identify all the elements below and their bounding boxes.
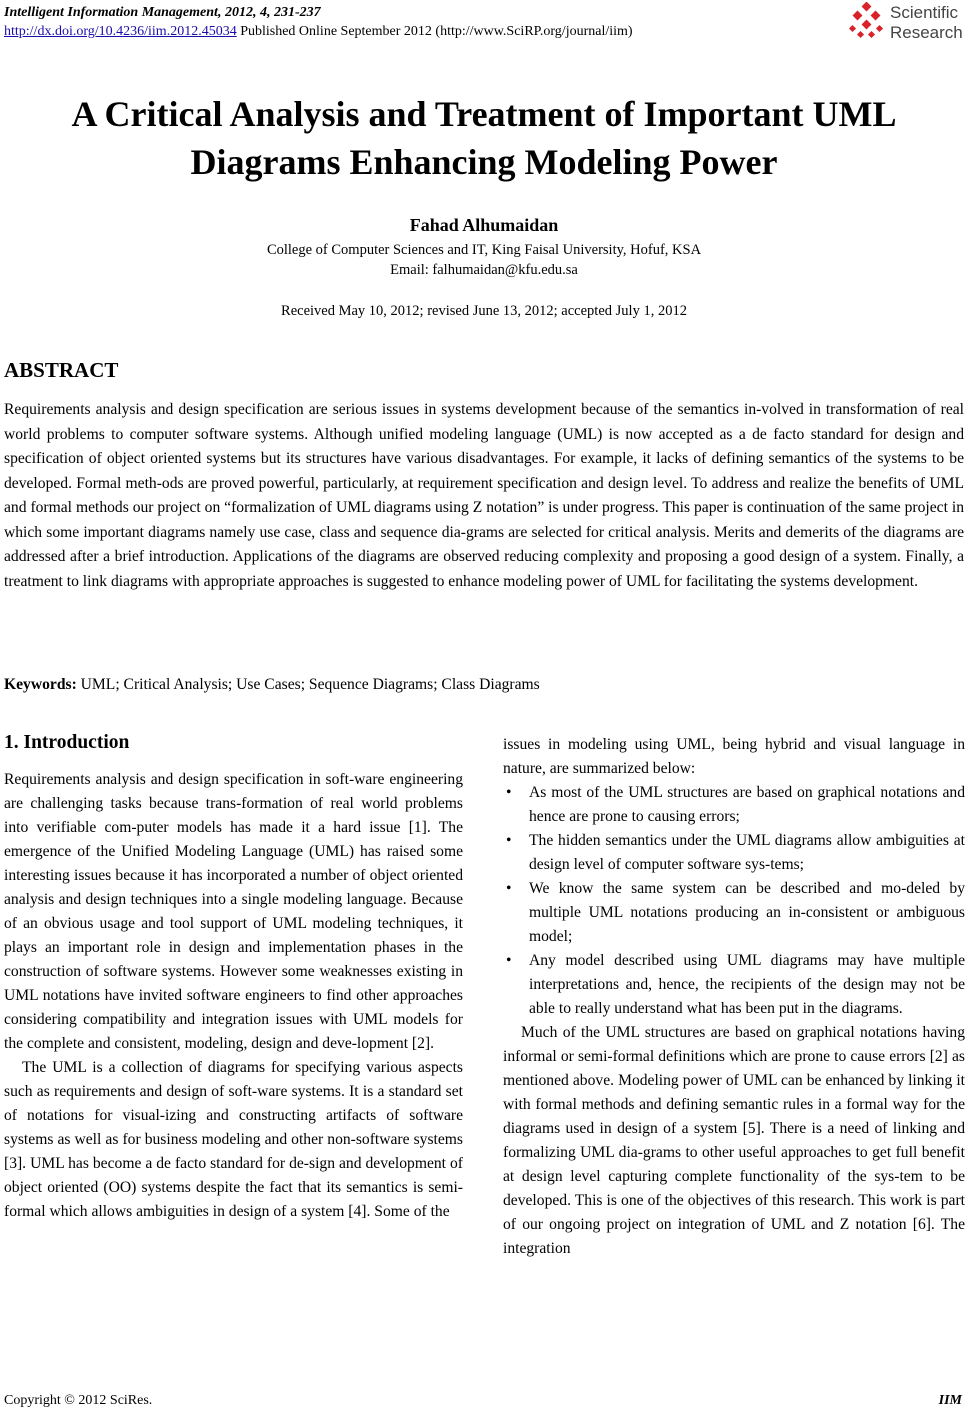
list-item: • As most of the UML structures are based on graphical notations and hence are prone to causing errors; <box>503 781 965 829</box>
author-name: Fahad Alhumaidan <box>409 215 559 235</box>
affiliation-block <box>0 240 968 280</box>
bullet-icon: • <box>506 784 512 801</box>
section-heading-introduction: 1. Introduction <box>4 732 130 753</box>
list-item: • The hidden semantics under the UML diagrams allow ambiguities at design level of computer software sys-tems; <box>503 829 965 877</box>
bullet-icon: • <box>506 880 512 897</box>
list-item: • We know the same system can be described and mo-deled by multiple UML notations producing an in-consistent or ambiguous model; <box>503 877 965 949</box>
bullet-icon: • <box>506 832 512 849</box>
logo-diamond-icon <box>846 2 888 44</box>
affiliation: College of Computer Sciences and IT, King Faisal University, Hofuf, KSA <box>266 242 702 258</box>
list-item: • Any model described using UML diagrams may have multiple interpretations and, hence, the recipients of the design may not be able to really understand what has been put in the diagrams. <box>503 949 965 1021</box>
received-dates: Received May 10, 2012; revised June 13, 2012; accepted July 1, 2012 <box>281 303 687 319</box>
journal-name: Intelligent Information Management <box>4 5 218 20</box>
bullet-icon: • <box>506 952 512 969</box>
abstract-heading: ABSTRACT <box>4 358 119 382</box>
footer-copyright: Copyright © 2012 SciRes. <box>4 1393 153 1408</box>
abstract-text: Requirements analysis and design specification are serious issues in systems development because of the semantics in-volved in transformation of real world problems to computer software systems. Although unified modeling language (UML) is now accepted as a de facto standard for design and specification of object oriented systems but its structures have various disadvantages. For example, it lacks of defining semantics of the systems to be developed. Formal meth-ods are proved powerful, particularly, at requirement specification and design level. To address and realize the benefits of UML and formal methods our project on “formalization of UML diagrams using Z notation” is under progress. This paper is continuation of the same project in which some important diagrams namely use case, class and sequence dia-grams are selected for critical analysis. Merits and demerits of the diagrams are addressed after a brief introduction. Applications of the diagrams are observed reducing complexity and proposing a good design of a system. Finally, a treatment to link diagrams with appropriate approaches is suggested to enhance modeling power of UML for facilitating the systems development. <box>4 401 964 590</box>
left-column <box>4 730 463 1224</box>
paper-title: A Critical Analysis and Treatment of Important UML Diagrams Enhancing Modeling Power <box>71 94 897 182</box>
author-email: Email: falhumaidan@kfu.edu.sa <box>390 262 578 278</box>
logo-line-1: Scientific <box>890 3 959 22</box>
intro-paragraph-4: Much of the UML structures are based on graphical notations having informal or semi-formal definitions which are prone to cause errors [2] as mentioned above. Modeling power of UML can be enhanced by linking it with formal methods and defining semantic rules in a formal way for the diagrams used in design of a system [5]. There is a need of linking and formalizing UML dia-grams to other useful approaches to get full benefit at design level capturing complete functionality of the sys-tem to be developed. This is one of the objectives of this research. This work is part of our ongoing project on integration of UML and Z notation [6]. The integration <box>503 1024 965 1257</box>
intro-paragraph-3: issues in modeling using UML, being hybrid and visual language in nature, are summarized below: <box>503 736 965 777</box>
logo-line-2: Research <box>890 23 963 42</box>
right-column <box>503 733 965 1261</box>
published-info: Published Online September 2012 (http://www.SciRP.org/journal/iim) <box>236 24 633 39</box>
issues-list <box>503 781 965 1021</box>
footer-journal: IIM <box>938 1393 962 1408</box>
doi-link[interactable]: http://dx.doi.org/10.4236/iim.2012.45034 <box>4 24 237 39</box>
intro-paragraph-1: Requirements analysis and design specification in soft-ware engineering are challenging tasks because trans-formation of real world problems into verifiable com-puter models has made it a hard issue [1]. The emergence of the Unified Modeling Language (UML) has raised some interesting issues because it has incorporated a number of object oriented analysis and design techniques into a single modeling language. Because of an obvious usage and tool support of UML modeling techniques, it plays an important role in design and implementation phases in the construction of software systems. However some weaknesses existing in UML notations have invited software engineers to find other approaches considering compatibility and integration issues with UML models for the complete and consistent, modeling, design and deve-lopment [2]. <box>4 771 463 1052</box>
publisher-logo <box>846 2 964 46</box>
keywords <box>4 676 540 694</box>
journal-volume: , 2012, 4, 231-237 <box>217 5 321 20</box>
keywords-label: Keywords: <box>4 676 77 693</box>
intro-paragraph-2: The UML is a collection of diagrams for specifying various aspects such as requirements and design of soft-ware systems. It is a standard set of notations for visual-izing and constructing artifacts of software systems as well as for business modeling and other non-software systems [3]. UML has become a de facto standard for de-sign and development of object oriented (OO) systems despite the fact that its semantics is semi-formal which allows ambiguities in design of a system [4]. Some of the <box>4 1059 463 1220</box>
running-header <box>4 3 633 41</box>
keywords-text: UML; Critical Analysis; Use Cases; Sequence Diagrams; Class Diagrams <box>76 676 540 693</box>
